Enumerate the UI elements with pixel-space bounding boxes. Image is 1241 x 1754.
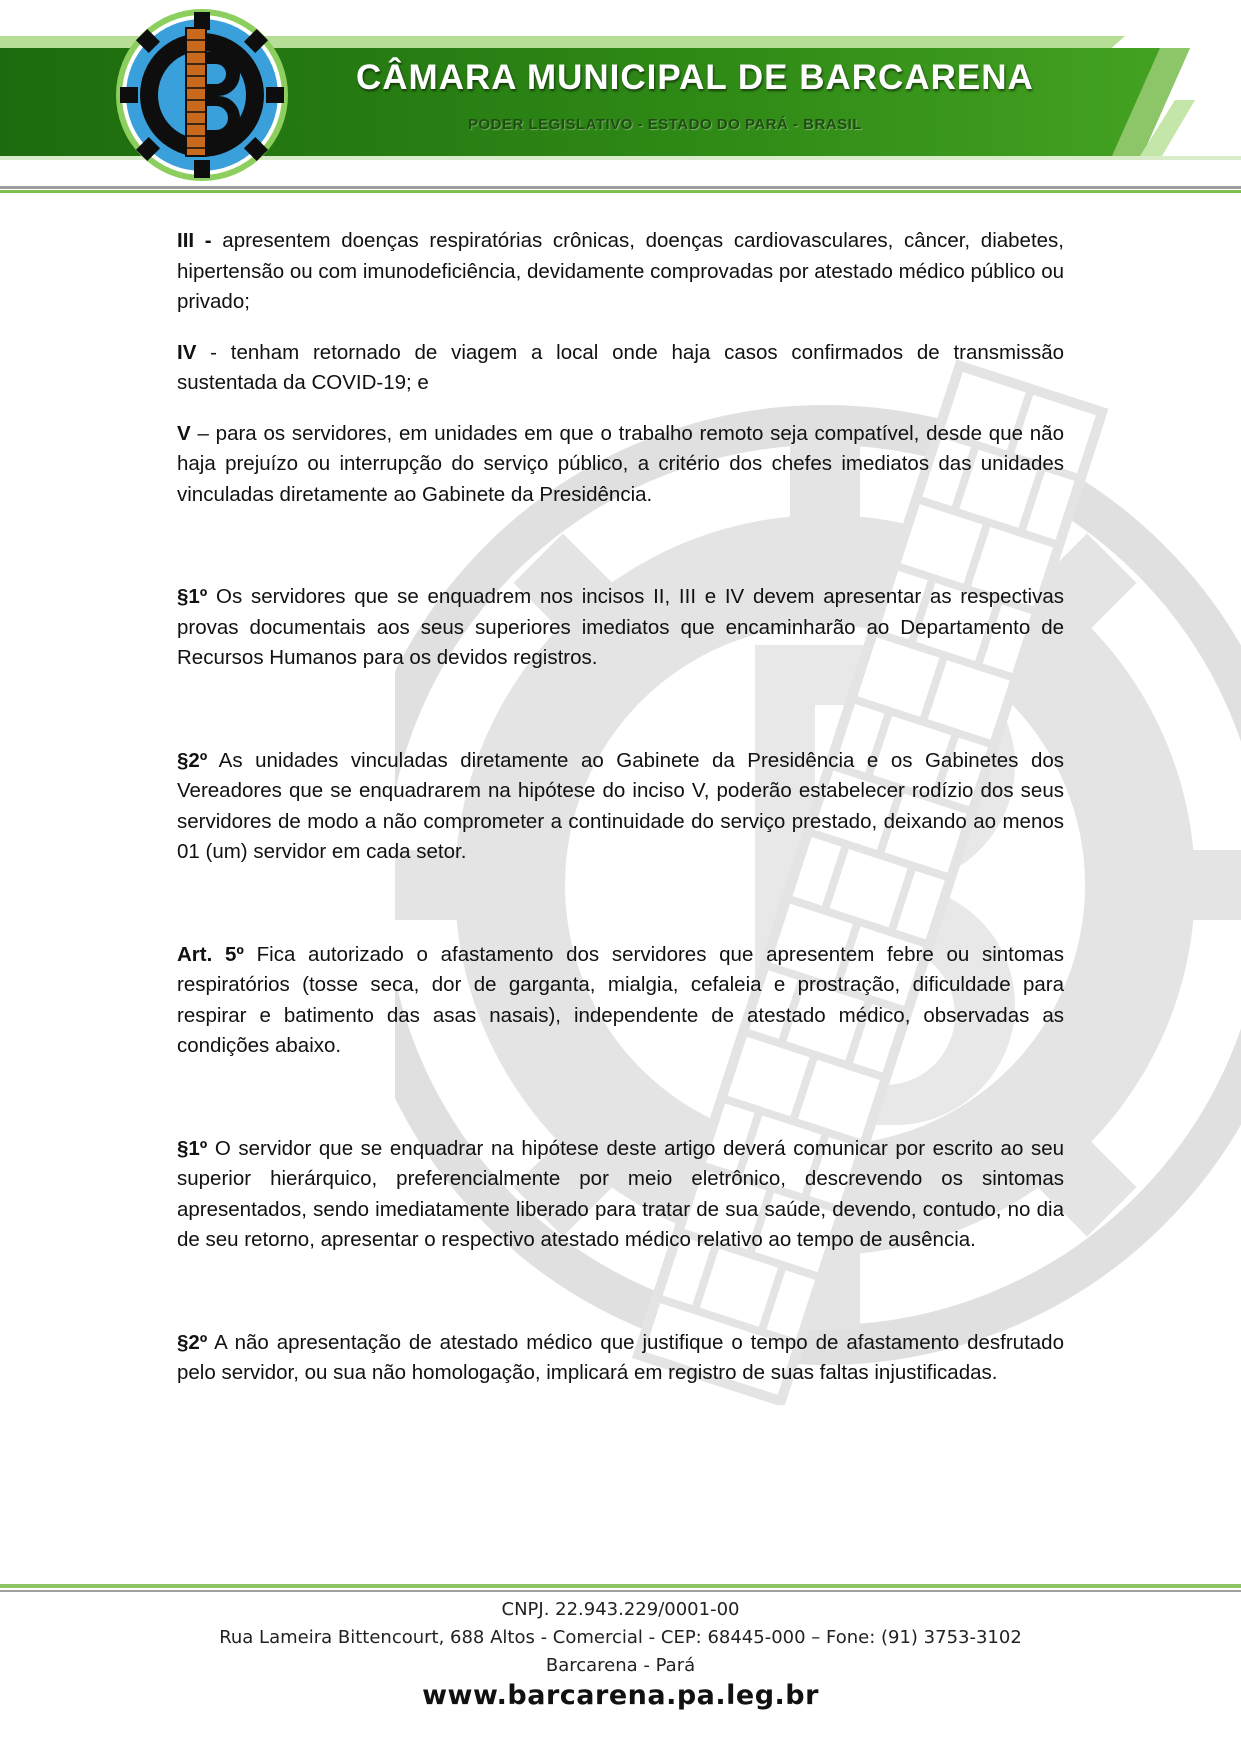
paragraph-art5 [177,940,1064,1062]
footer-website-link[interactable]: www.barcarena.pa.leg.br [422,1680,819,1711]
paragraph-text: apresentem doenças respiratórias crônicas, doenças cardiovasculares, câncer, diabetes, hipertensão ou com imunodeficiência, devidamente comprovadas por atestado médico público ou privado; [177,229,1065,313]
paragraph-label: §1º [177,585,208,608]
page-header [0,0,1241,200]
paragraph-inciso-v [177,419,1064,511]
page-subtitle: PODER LEGISLATIVO - ESTADO DO PARÁ - BRASIL [468,116,863,133]
paragraph-text: O servidor que se enquadrar na hipótese deste artigo deverá comunicar por escrito ao seu superior hierárquico, preferencialmente por meio eletrônico, descrevendo os sintomas apresentados, sendo imediatamente liberado para tratar de sua saúde, devendo, contudo, no dia de seu retorno, apresentar o respectivo atestado médico relativo ao tempo de ausência. [177,1136,1064,1251]
page-title: CÂMARA MUNICIPAL DE BARCARENA [356,58,1034,97]
footer-divider [0,1584,1241,1596]
paragraph-text: As unidades vinculadas diretamente ao Gabinete da Presidência e os Gabinetes dos Vereadores que se enquadrarem na hipótese do inciso V, poderão estabelecer rodízio dos seus servidores de modo a não comprometer a continuidade do serviço prestado, deixando ao menos 01 (um) servidor em cada setor. [177,748,1064,863]
paragraph-inciso-iv [177,338,1064,399]
paragraph-art5-par1 [177,1134,1064,1256]
paragraph-par2 [177,746,1064,868]
paragraph-text: - tenham retornado de viagem a local onde haja casos confirmados de transmissão sustentada da COVID-19; e [177,340,1064,394]
header-banner [0,0,1241,200]
paragraph-text: Fica autorizado o afastamento dos servidores que apresentem febre ou sintomas respiratórios (tosse seca, dor de garganta, mialgia, cefaleia e prostração, dificuldade para respirar e batimento das asas nasais), independente de atestado médico, observadas as condições abaixo. [177,942,1064,1057]
page-footer [0,1596,1241,1680]
paragraph-art5-par2 [177,1328,1064,1389]
paragraph-label: IV [177,340,197,364]
paragraph-inciso-iii [177,226,1064,318]
footer-cnpj: CNPJ. 22.943.229/0001-00 [501,1599,740,1620]
paragraph-text: Os servidores que se enquadrem nos incisos II, III e IV devem apresentar as respectivas provas documentais aos seus superiores imediatos que encaminharão ao Departamento de Recursos Humanos para os devidos registros. [177,585,1064,669]
paragraph-text: A não apresentação de atestado médico que justifique o tempo de afastamento desfrutado pelo servidor, ou sua não homologação, implicará em registro de suas faltas injustificadas. [177,1330,1064,1384]
paragraph-text: – para os servidores, em unidades em que o trabalho remoto seja compatível, desde que não haja prejuízo ou interrupção do serviço público, a critério dos chefes imediatos das unidades vinculadas diretamente ao Gabinete da Presidência. [177,421,1064,506]
paragraph-label: §1º [177,1136,208,1160]
barcarena-gear-logo-icon [116,9,288,181]
paragraph-par1 [177,582,1064,674]
footer-address: Rua Lameira Bittencourt, 688 Altos - Comercial - CEP: 68445-000 – Fone: (91) 3753-3102 [219,1627,1022,1648]
footer-city: Barcarena - Pará [545,1655,696,1676]
paragraph-label: Art. 5º [177,942,244,966]
document-body [177,226,1064,1389]
paragraph-label: §2º [177,1330,208,1354]
paragraph-label: V [177,421,191,445]
paragraph-label: §2º [177,748,208,772]
paragraph-label: III - [177,229,212,252]
